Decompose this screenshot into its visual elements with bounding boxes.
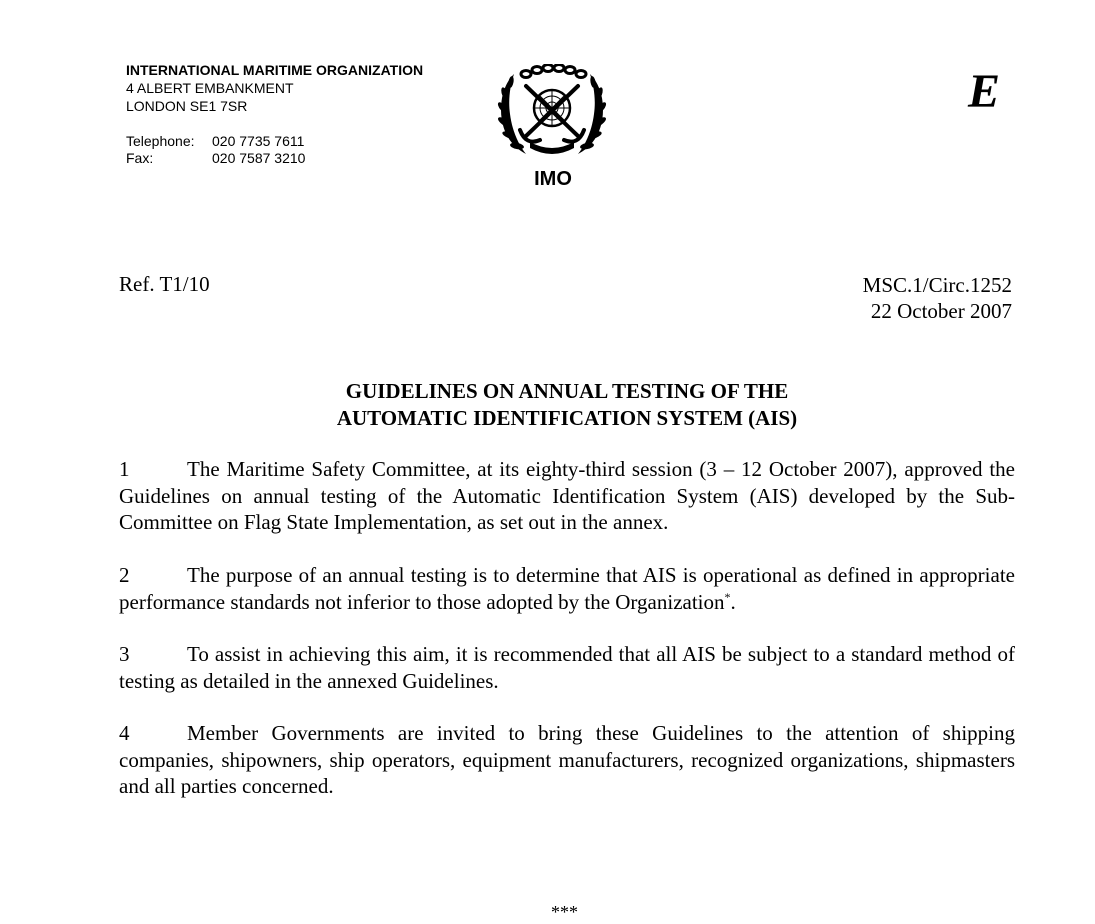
language-mark: E xyxy=(968,65,1001,118)
document-date: 22 October 2007 xyxy=(870,299,1012,323)
address-line-2: LONDON SE1 7SR xyxy=(126,98,248,114)
title-line-2: AUTOMATIC IDENTIFICATION SYSTEM (AIS) xyxy=(336,406,798,430)
contact-block xyxy=(126,133,305,167)
paragraph-text: To assist in achieving this aim, it is recommended that all AIS be subject to a standard method of testing as detailed in the annexed Guidelines. xyxy=(119,642,1015,693)
imo-logo-label: IMO xyxy=(534,168,572,190)
fax-row xyxy=(126,150,305,167)
address-line-1: 4 ALBERT EMBANKMENT xyxy=(126,80,294,96)
paragraph-number: 2 xyxy=(119,563,130,587)
section-separator: *** xyxy=(551,902,578,922)
paragraph-4 xyxy=(119,720,1015,800)
telephone-value: 020 7735 7611 xyxy=(212,133,305,149)
reference-number: Ref. T1/10 xyxy=(119,272,210,296)
paragraph-2 xyxy=(119,562,1015,615)
paragraph-text: Member Governments are invited to bring these Guidelines to the attention of shipping companies, shipowners, ship operators, equipment manufacturers, recognized organizations, shipmasters and all parties concerned. xyxy=(119,721,1015,798)
paragraph-text: The Maritime Safety Committee, at its eighty-third session (3 – 12 October 2007), approved the Guidelines on annual testing of the Automatic Identification System (AIS) developed by the Sub-Committee on Flag State Implementation, as set out in the annex. xyxy=(119,457,1015,534)
paragraph-number: 1 xyxy=(119,457,130,481)
fax-label: Fax: xyxy=(126,150,154,166)
circular-number: MSC.1/Circ.1252 xyxy=(862,273,1012,297)
document-title xyxy=(119,378,1015,432)
telephone-label: Telephone: xyxy=(126,133,195,149)
telephone-row xyxy=(126,133,305,150)
footnote-marker[interactable]: * xyxy=(724,589,731,604)
fax-value: 020 7587 3210 xyxy=(212,150,306,166)
paragraph-text: The purpose of an annual testing is to determine that AIS is operational as defined in appropriate performance standards not inferior to those adopted by the Organization xyxy=(119,563,1015,614)
circular-reference xyxy=(863,272,1012,324)
org-address-block xyxy=(126,61,423,115)
imo-emblem-icon xyxy=(496,64,608,158)
title-line-1: GUIDELINES ON ANNUAL TESTING OF THE xyxy=(345,379,789,403)
paragraph-tail: . xyxy=(730,589,736,614)
paragraph-1 xyxy=(119,456,1015,536)
paragraph-number: 3 xyxy=(119,642,130,666)
paragraph-number: 4 xyxy=(119,721,130,745)
paragraph-3 xyxy=(119,641,1015,694)
org-name: INTERNATIONAL MARITIME ORGANIZATION xyxy=(126,62,424,78)
